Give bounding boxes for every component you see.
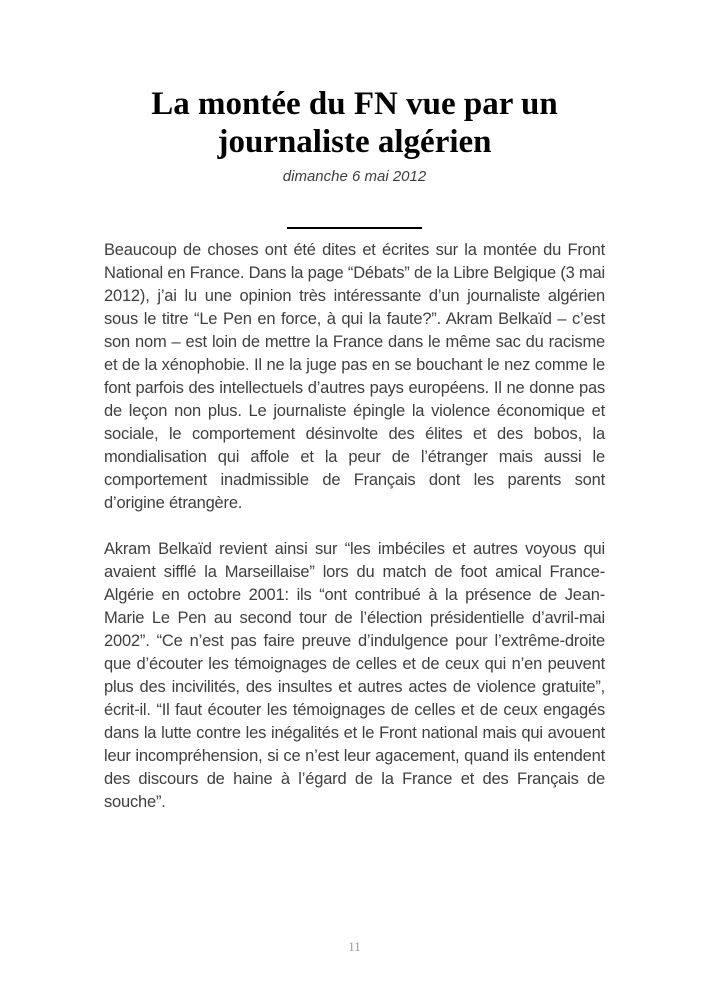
article-title: La montée du FN vue par un journaliste algérien bbox=[151, 86, 558, 160]
paragraph: Beaucoup de choses ont été dites et écrites sur la montée du Front National en France. Dans la page “Débats” de la Libre Belgique (3 mai 2012), j’ai lu une opinion très intéressante d’un journaliste algérien sous le titre “Le Pen en force, à qui la faute?”. Akram Belkaïd – c’est son nom – est loin de mettre la France dans le même sac du racisme et de la xénophobie. Il ne la juge pas en se bouchant le nez comme le font parfois des intellectuels d’autres pays européens. Il ne donne pas de leçon non plus. Le journaliste épingle la violence économique et sociale, le comportement désinvolte des élites et des bobos, la mondialisation qui affole et la peur de l’étranger mais aussi le comportement inadmissible de Français dont les parents sont d’origine étrangère. bbox=[104, 241, 605, 512]
title-divider bbox=[287, 227, 422, 229]
page-number: 11 bbox=[348, 939, 361, 954]
paragraph: Akram Belkaïd revient ainsi sur “les imbéciles et autres voyous qui avaient sifflé la Marseillaise” lors du match de foot amical France-Algérie en octobre 2001: ils “ont contribué à la présence de Jean-Marie Le Pen au second tour de l’élection présidentielle d’avril-mai 2002”. “Ce n’est pas faire preuve d’indulgence pour l’extrême-droite que d’écouter les témoignages de celles et de ceux qui n’en peuvent plus des incivilités, des insultes et autres actes de violence gratuite”, écrit-il. “Il faut écouter les témoignages de celles et de ceux engagés dans la lutte contre les inégalités et le Front national mais qui avouent leur incompréhension, si ce n’est leur agacement, quand ils entendent des discours de haine à l’égard de la France et des Français de souche”. bbox=[104, 540, 605, 811]
article-date: dimanche 6 mai 2012 bbox=[282, 168, 427, 185]
article-body bbox=[104, 239, 605, 814]
